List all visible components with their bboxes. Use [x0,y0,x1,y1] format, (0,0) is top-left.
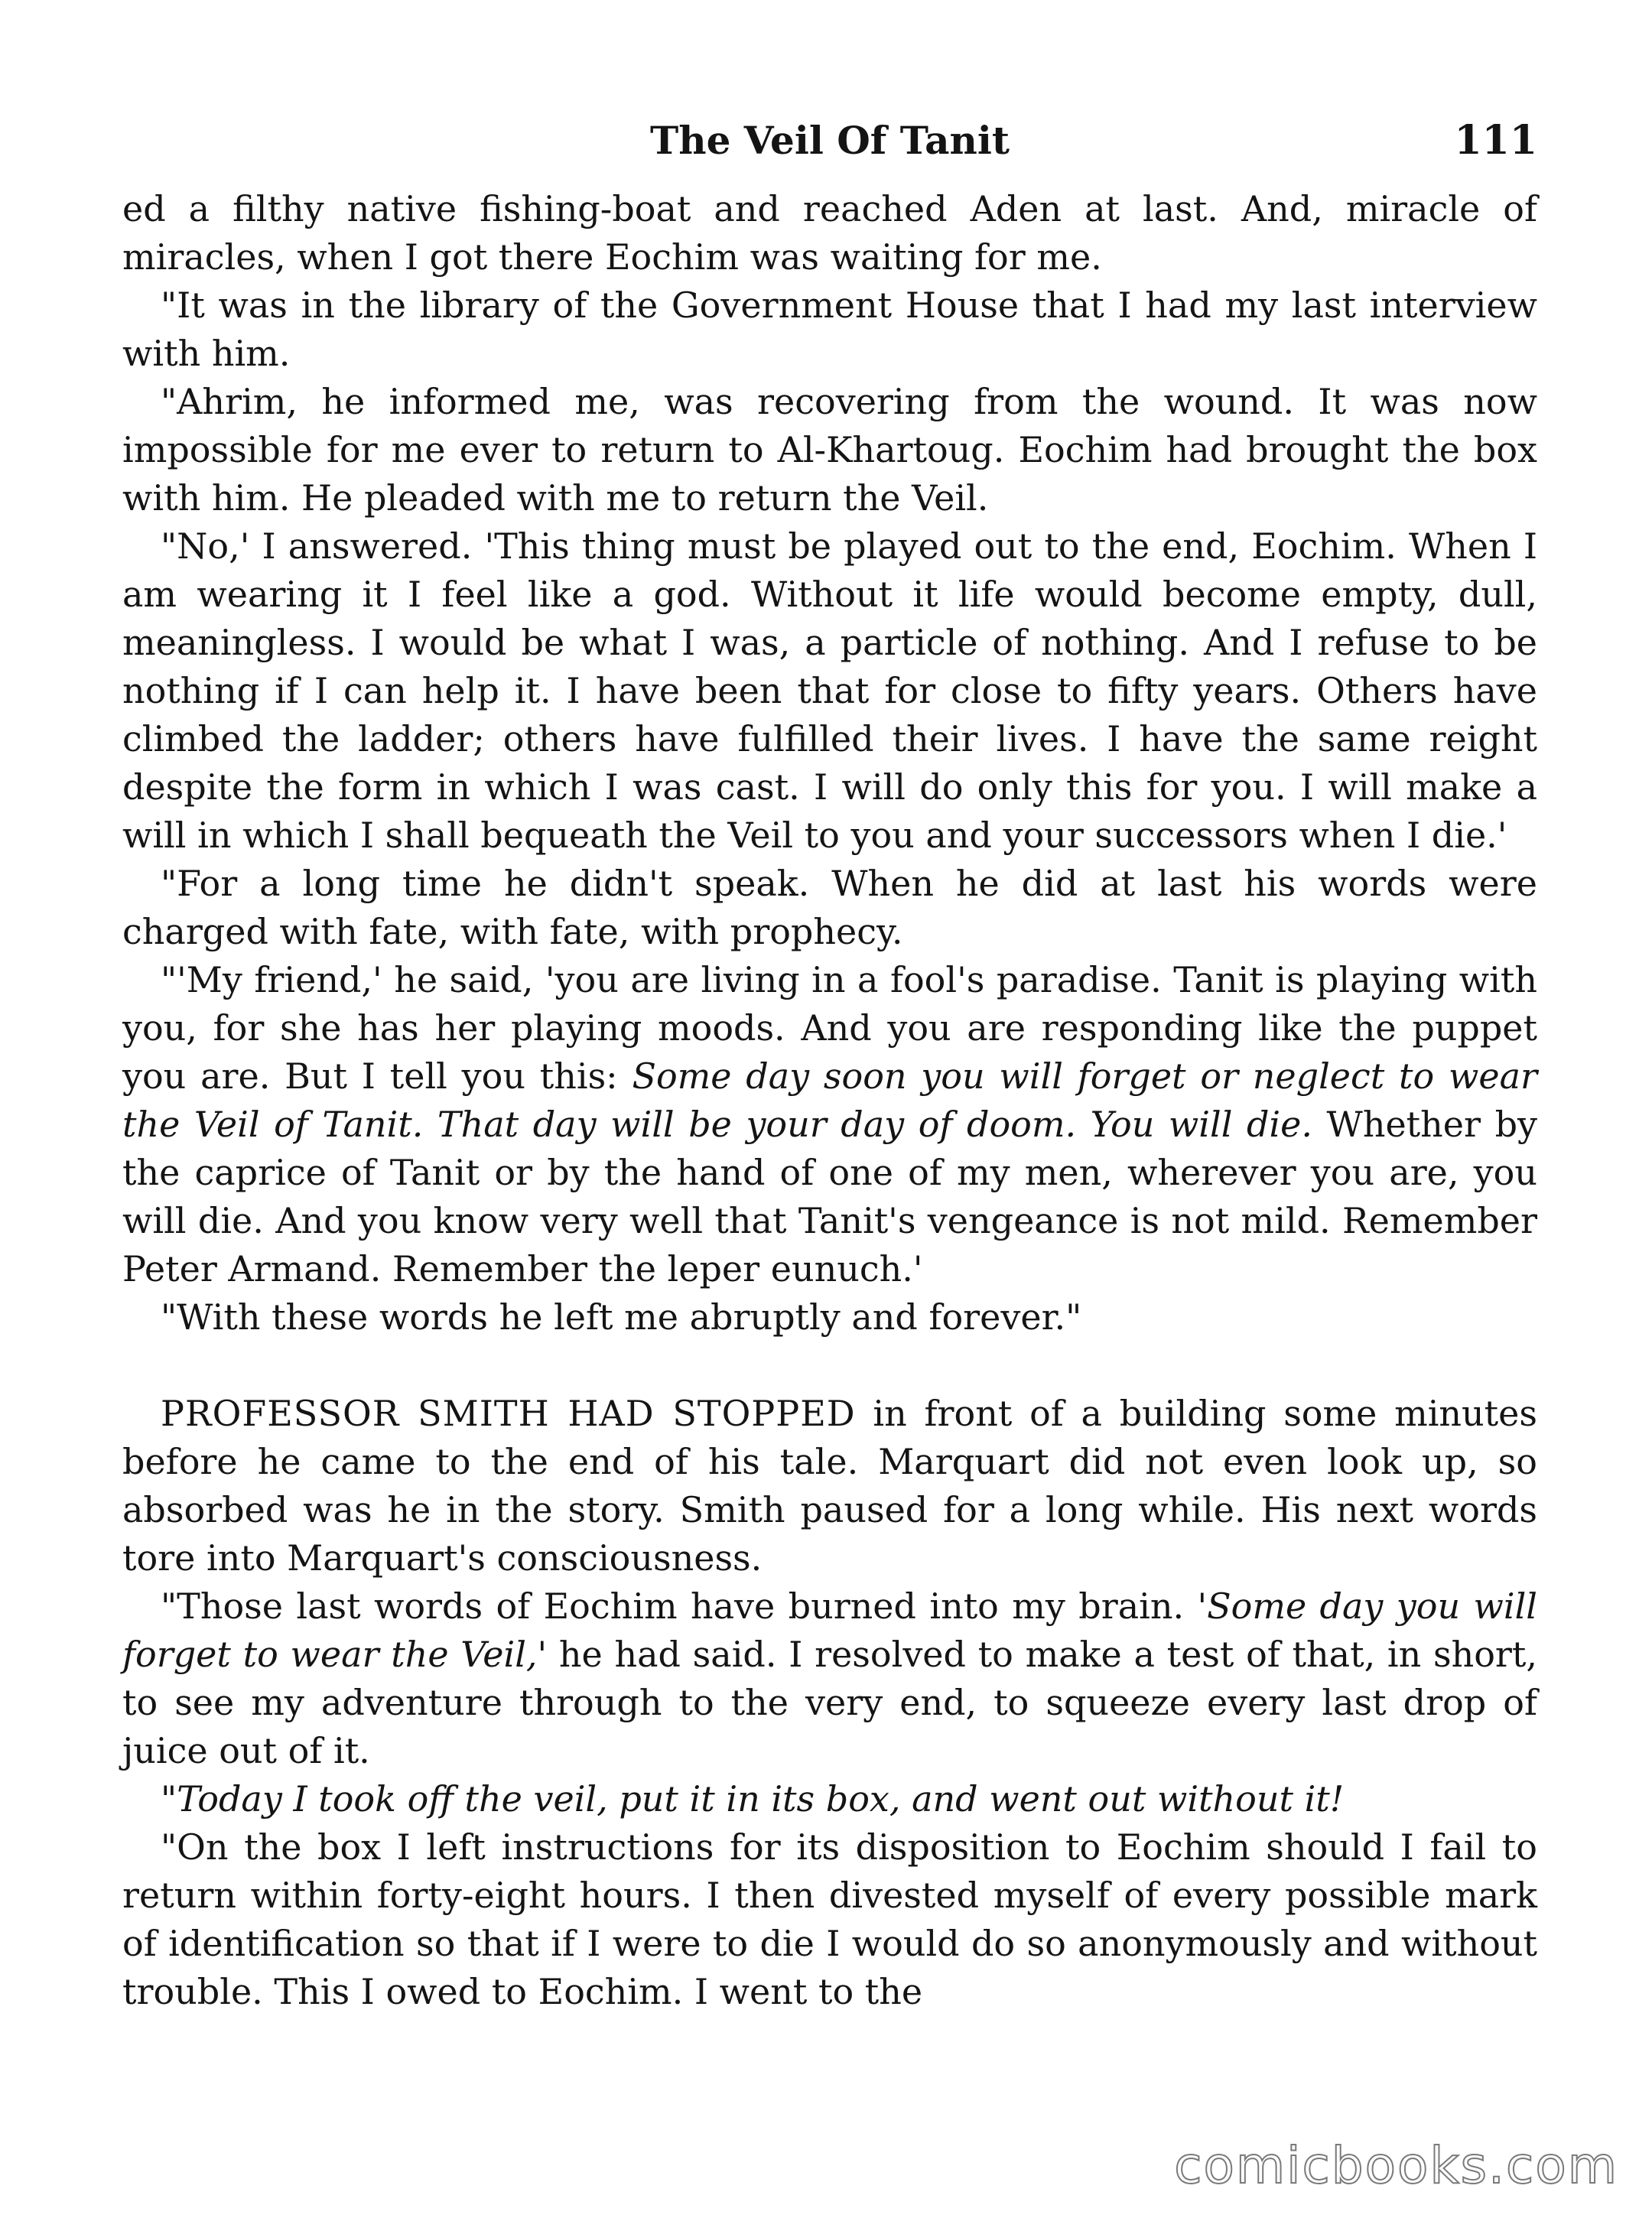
paragraph [122,1293,1537,1342]
section-lead-in: PROFESSOR SMITH HAD STOPPED [161,1393,856,1434]
page-number: 111 [1454,117,1537,164]
paragraph [122,860,1537,956]
text-run: "On the box I left instructions for its disposition to Eochim should I fail to return within forty-eight hours. I then divested myself of every possible mark of identification so that if I were to die I would do so anonymously and without trouble. This I owed to Eochim. I went to the [122,1826,1537,2012]
text-run: ed a filthy native fishing-boat and reached Aden at last. And, miracle of miracles, when I got there Eochim was waiting for me. [122,188,1537,278]
paragraph [122,281,1537,378]
text-run: "No,' I answered. 'This thing must be played out to the end, Eochim. When I am wearing it I feel like a god. Without it life would become empty, dull, meaningless. I would be what I was, a particle of nothing. And I refuse to be nothing if I can help it. I have been that for close to fifty years. Others have climbed the ladder; others have fulfilled their lives. I have the same reight despite the form in which I was cast. I will do only this for you. I will make a will in which I shall bequeath the Veil to you and your successors when I die.' [122,525,1537,856]
text-run: "'My friend,' he said, 'you are living in a fool's paradise. Tanit is playing with you, for she has her playing moods. And you are responding like the puppet you are. But I tell you this: [122,959,1537,1097]
text-run: ' he had said. I resolved to make a test of that, in short, to see my adventure through to the very end, to squeeze every last drop of juice out of it. [122,1634,1537,1771]
text-run: Whether by the caprice of Tanit or by the hand of one of my men, wherever you are, you will die. And you know very well that Tanit's vengeance is not mild. Remember Peter Armand. Remember the leper eunuch.' [122,1104,1537,1289]
italic-text-run: Today I took off the veil, put it in its box, and went out without it! [177,1778,1345,1820]
italic-text-run: Some day soon you will forget or neglect to wear the Veil of Tanit. That day will be your day of doom. You will die. [122,1055,1537,1145]
text-run: "For a long time he didn't speak. When he did at last his words were charged with fate, with fate, with prophecy. [122,863,1537,952]
italic-text-run: " [161,1778,177,1820]
text-run: "Those last words of Eochim have burned into my brain. ' [161,1585,1208,1627]
text-run: "Ahrim, he informed me, was recovering from the wound. It was now impossible for me ever to return to Al-Khartoug. Eochim had brought the box with him. He pleaded with me to return the Veil. [122,381,1537,519]
chapter-title: The Veil Of Tanit [650,118,1010,163]
paragraph [122,378,1537,522]
paragraph [122,185,1537,281]
text-run: "With these words he left me abruptly and forever." [161,1296,1082,1338]
running-header [122,116,1537,177]
text-run: "It was in the library of the Government House that I had my last interview with him. [122,285,1537,374]
paragraph [122,522,1537,860]
paragraph [122,1582,1537,1775]
body-text [122,185,1537,2016]
text-run: in front of a building some minutes before he came to the end of his tale. Marquart did not even look up, so absorbed was he in the story. Smith paused for a long while. His next words tore into Marquart's consciousness. [122,1393,1537,1579]
site-watermark: comicbooks.com [1174,2136,1618,2195]
paragraph [122,956,1537,1293]
section-opening-paragraph [122,1390,1537,1582]
paragraph [122,1775,1537,1823]
italic-text-run: Some day you will forget to wear the Veil, [122,1585,1538,1675]
paragraph [122,1823,1537,2016]
